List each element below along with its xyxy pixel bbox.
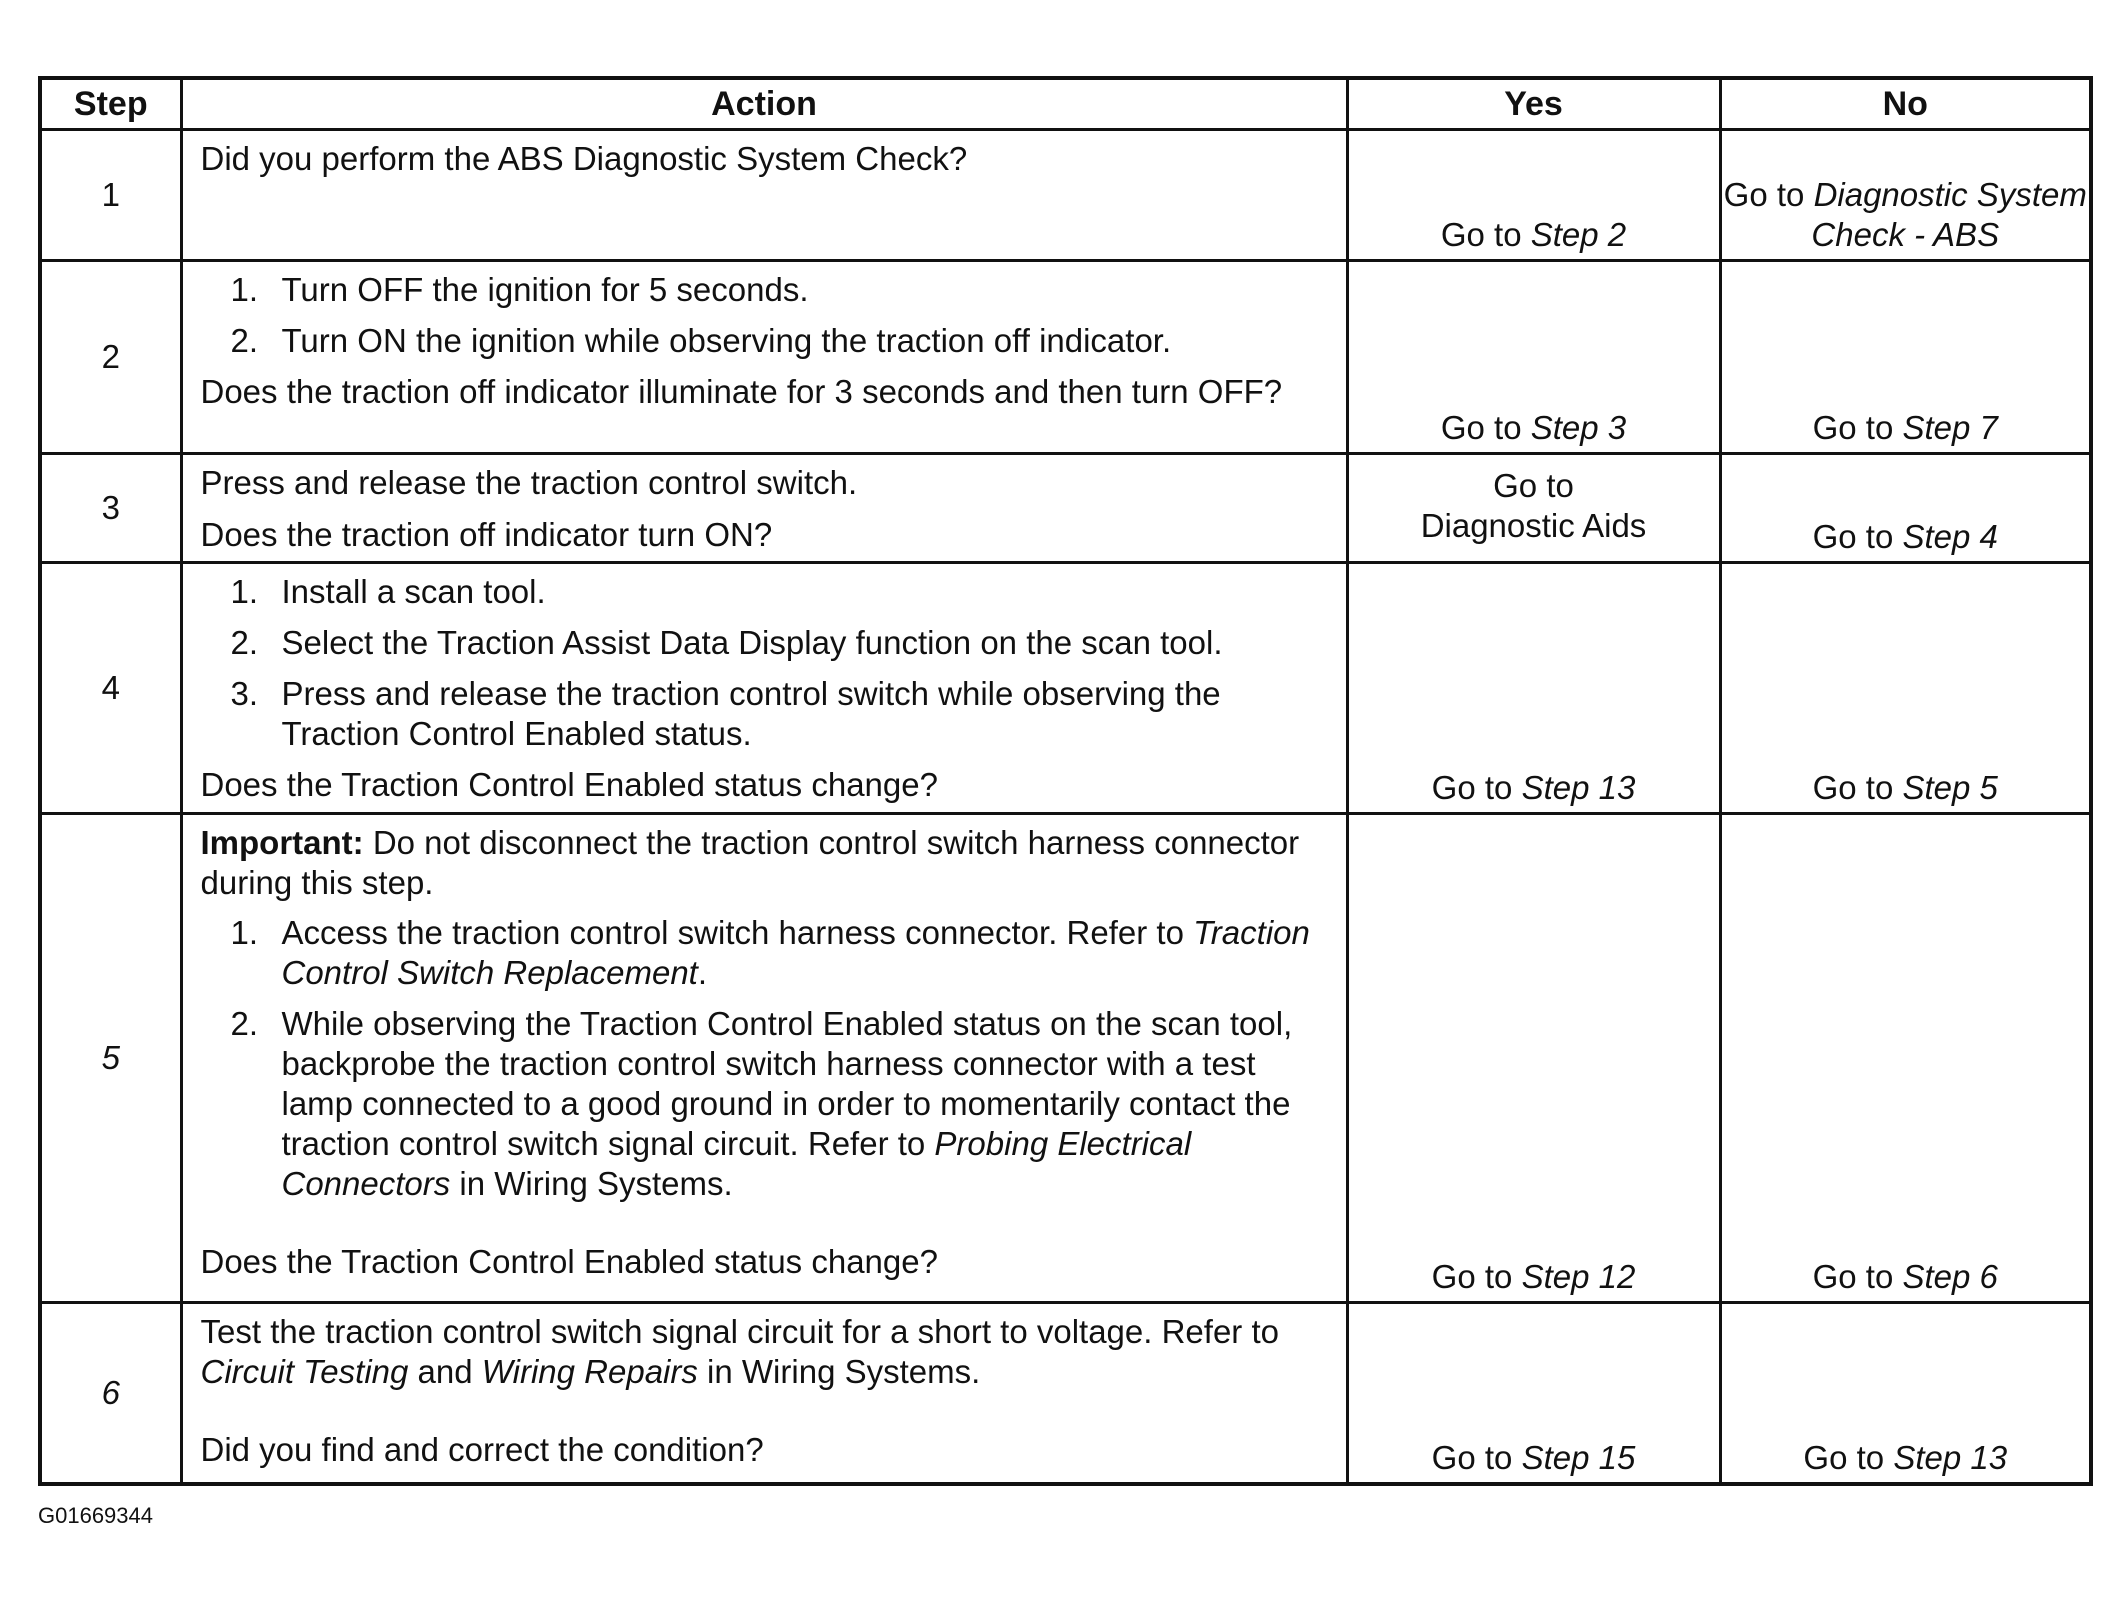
step-number: 6 <box>40 1303 181 1484</box>
action-list <box>201 572 1332 754</box>
yes-link[interactable]: Step 15 <box>1521 1438 1636 1476</box>
no-link[interactable]: Step 13 <box>1893 1438 2008 1476</box>
list-item: 3. Press and release the traction control switch while observing the Traction Control Enabled status. <box>230 675 1221 752</box>
action-question: Does the traction off indicator illuminate for 3 seconds and then turn OFF? <box>200 373 1283 410</box>
diagnostic-table <box>38 76 2093 1486</box>
list-item: 1. Access the traction control switch harness connector. Refer to Traction Control Switch Replacement. <box>230 914 1310 991</box>
no-prefix: Go to <box>1812 1258 1903 1295</box>
yes-cell <box>1347 261 1720 454</box>
table-row-step-6 <box>40 1303 2091 1484</box>
reference-link[interactable]: Wiring Repairs <box>481 1353 698 1390</box>
action-question: Does the Traction Control Enabled status change? <box>200 766 938 803</box>
step-number: 1 <box>40 130 181 261</box>
important-text: Do not disconnect the traction control switch harness connector during this step. <box>200 824 1300 901</box>
action-question: Did you perform the ABS Diagnostic System Check? <box>200 140 968 177</box>
action-cell <box>181 261 1347 454</box>
list-item: 1. Turn OFF the ignition for 5 seconds. <box>230 271 809 308</box>
action-cell <box>181 1303 1347 1484</box>
yes-prefix: Go to <box>1440 216 1531 253</box>
no-link[interactable]: Step 7 <box>1902 409 1998 446</box>
reference-link[interactable]: Traction Control Switch Replacement <box>281 914 1310 991</box>
yes-prefix: Go to <box>1431 1258 1522 1295</box>
header-yes: Yes <box>1347 78 1720 130</box>
list-item: 1. Install a scan tool. <box>230 573 546 610</box>
header-step: Step <box>40 78 181 130</box>
no-prefix: Go to <box>1812 769 1903 806</box>
action-cell <box>181 130 1347 261</box>
action-question: Does the traction off indicator turn ON? <box>200 516 773 553</box>
table-row-step-4 <box>40 563 2091 814</box>
yes-cell <box>1347 130 1720 261</box>
yes-prefix: Go to <box>1431 769 1522 806</box>
step-number: 3 <box>40 454 181 563</box>
header-action: Action <box>181 78 1347 130</box>
no-cell <box>1720 261 2091 454</box>
no-link[interactable]: Diagnostic System Check - ABS <box>1811 176 2087 253</box>
yes-cell <box>1347 814 1720 1303</box>
no-prefix: Go to <box>1812 409 1903 446</box>
yes-link[interactable]: Step 3 <box>1530 409 1627 446</box>
action-cell <box>181 563 1347 814</box>
action-instruction: Press and release the traction control switch. <box>200 464 858 501</box>
action-instruction: Test the traction control switch signal circuit for a short to voltage. Refer to Circuit Testing and Wiring Repairs in Wiring Systems. <box>200 1313 1279 1390</box>
yes-link[interactable]: Step 13 <box>1521 769 1636 806</box>
no-prefix: Go to <box>1723 176 1814 213</box>
no-cell <box>1720 563 2091 814</box>
table-row-step-3 <box>40 454 2091 563</box>
no-prefix: Go to <box>1812 518 1903 555</box>
action-question: Does the Traction Control Enabled status change? <box>200 1243 938 1280</box>
list-item: 2. Turn ON the ignition while observing the traction off indicator. <box>230 322 1172 359</box>
action-list <box>201 270 1332 361</box>
yes-cell <box>1347 1303 1720 1484</box>
table-row-step-1 <box>40 130 2091 261</box>
yes-prefix: Go to <box>1431 1438 1522 1476</box>
table-row-step-5 <box>40 814 2091 1303</box>
list-item: 2. Select the Traction Assist Data Display function on the scan tool. <box>230 624 1223 661</box>
step-number: 5 <box>40 814 181 1303</box>
list-item: 2. While observing the Traction Control Enabled status on the scan tool, backprobe the traction control switch harness connector with a test lamp connected to a good ground in order to momentarily contact the traction control switch signal circuit. Refer to Probing Electrical Connectors in Wiring Systems. <box>230 1005 1293 1202</box>
yes-cell <box>1347 454 1720 563</box>
yes-prefix: Go to <box>1440 409 1531 446</box>
yes-cell <box>1347 563 1720 814</box>
yes-link[interactable]: Diagnostic Aids <box>1420 507 1647 544</box>
important-label: Important: <box>200 824 364 861</box>
no-link[interactable]: Step 5 <box>1902 769 1998 806</box>
action-cell <box>181 454 1347 563</box>
reference-link[interactable]: Probing Electrical Connectors <box>281 1125 1192 1202</box>
no-cell <box>1720 814 2091 1303</box>
no-cell <box>1720 130 2091 261</box>
no-link[interactable]: Step 4 <box>1902 518 1998 555</box>
no-link[interactable]: Step 6 <box>1902 1258 1998 1295</box>
action-question: Did you find and correct the condition? <box>200 1431 764 1468</box>
important-note <box>201 823 1332 903</box>
step-number: 2 <box>40 261 181 454</box>
yes-link[interactable]: Step 2 <box>1530 216 1627 253</box>
action-cell <box>181 814 1347 1303</box>
no-prefix: Go to <box>1803 1438 1894 1476</box>
action-list <box>201 913 1332 1204</box>
figure-id: G01669344 <box>38 1503 153 1528</box>
yes-link[interactable]: Step 12 <box>1521 1258 1636 1295</box>
reference-link[interactable]: Circuit Testing <box>200 1353 409 1390</box>
header-no: No <box>1720 78 2091 130</box>
step-number: 4 <box>40 563 181 814</box>
header-row <box>40 78 2091 130</box>
yes-prefix: Go to <box>1493 467 1574 504</box>
no-cell <box>1720 1303 2091 1484</box>
no-cell <box>1720 454 2091 563</box>
table-row-step-2 <box>40 261 2091 454</box>
